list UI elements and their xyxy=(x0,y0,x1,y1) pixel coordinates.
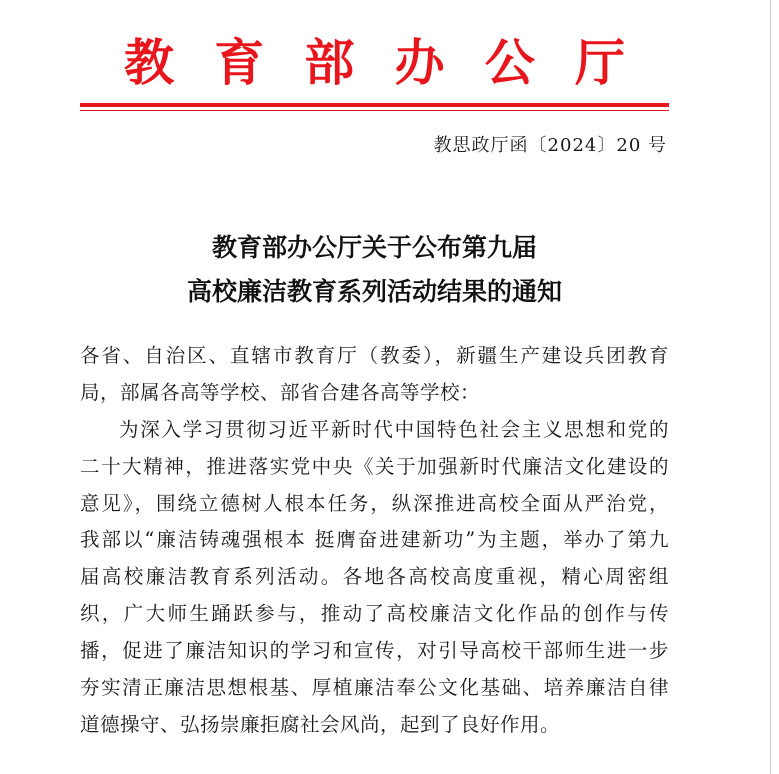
paragraph-line: 织，广大师生踊跃参与，推动了高校廉洁文化作品的创作与传 xyxy=(80,602,669,626)
paragraph-line: 二十大精神，推进落实党中央《关于加强新时代廉洁文化建设的 xyxy=(80,454,669,478)
red-header-rule-thin xyxy=(80,110,669,111)
paragraph-line: 我部以“廉洁铸魂强根本 挺膺奋进建新功”为主题，举办了第九 xyxy=(80,528,669,552)
document-number: 教思政厅函〔2024〕20 号 xyxy=(433,135,667,156)
issuer-masthead xyxy=(80,30,669,96)
masthead-char: 部 xyxy=(304,33,355,92)
title-line-1: 教育部办公厅关于公布第九届 xyxy=(211,233,537,262)
paragraph-line: 意见》，围绕立德树人根本任务，纵深推进高校全面从严治党， xyxy=(80,491,669,515)
red-header-rule xyxy=(80,103,669,107)
masthead-char: 办 xyxy=(394,33,445,92)
paragraph-line: 夯实清正廉洁思想根基、厚植廉洁奉公文化基础、培养廉洁自律 xyxy=(80,676,669,700)
title-line-2: 高校廉洁教育系列活动结果的通知 xyxy=(186,277,562,306)
masthead-char: 公 xyxy=(484,33,535,92)
addressee-line: 局，部属各高等学校、部省合建各高等学校： xyxy=(80,380,481,404)
masthead-char: 育 xyxy=(214,33,265,92)
masthead-char: 厅 xyxy=(574,33,625,92)
paragraph-line: 届高校廉洁教育系列活动。各地各高校高度重视，精心周密组 xyxy=(80,565,669,589)
document-title xyxy=(80,226,669,314)
masthead-char: 教 xyxy=(124,33,174,92)
paragraph-line: 为深入学习贯彻习近平新时代中国特色社会主义思想和党的 xyxy=(119,417,669,441)
paragraph-line: 道德操守、弘扬崇廉拒腐社会风尚，起到了良好作用。 xyxy=(80,712,561,736)
document-body xyxy=(80,338,669,744)
addressee-line: 各省、自治区、直辖市教育厅（教委），新疆生产建设兵团教育 xyxy=(80,344,669,367)
paragraph-line: 播，促进了廉洁知识的学习和宣传，对引导高校干部师生进一步 xyxy=(80,639,669,663)
